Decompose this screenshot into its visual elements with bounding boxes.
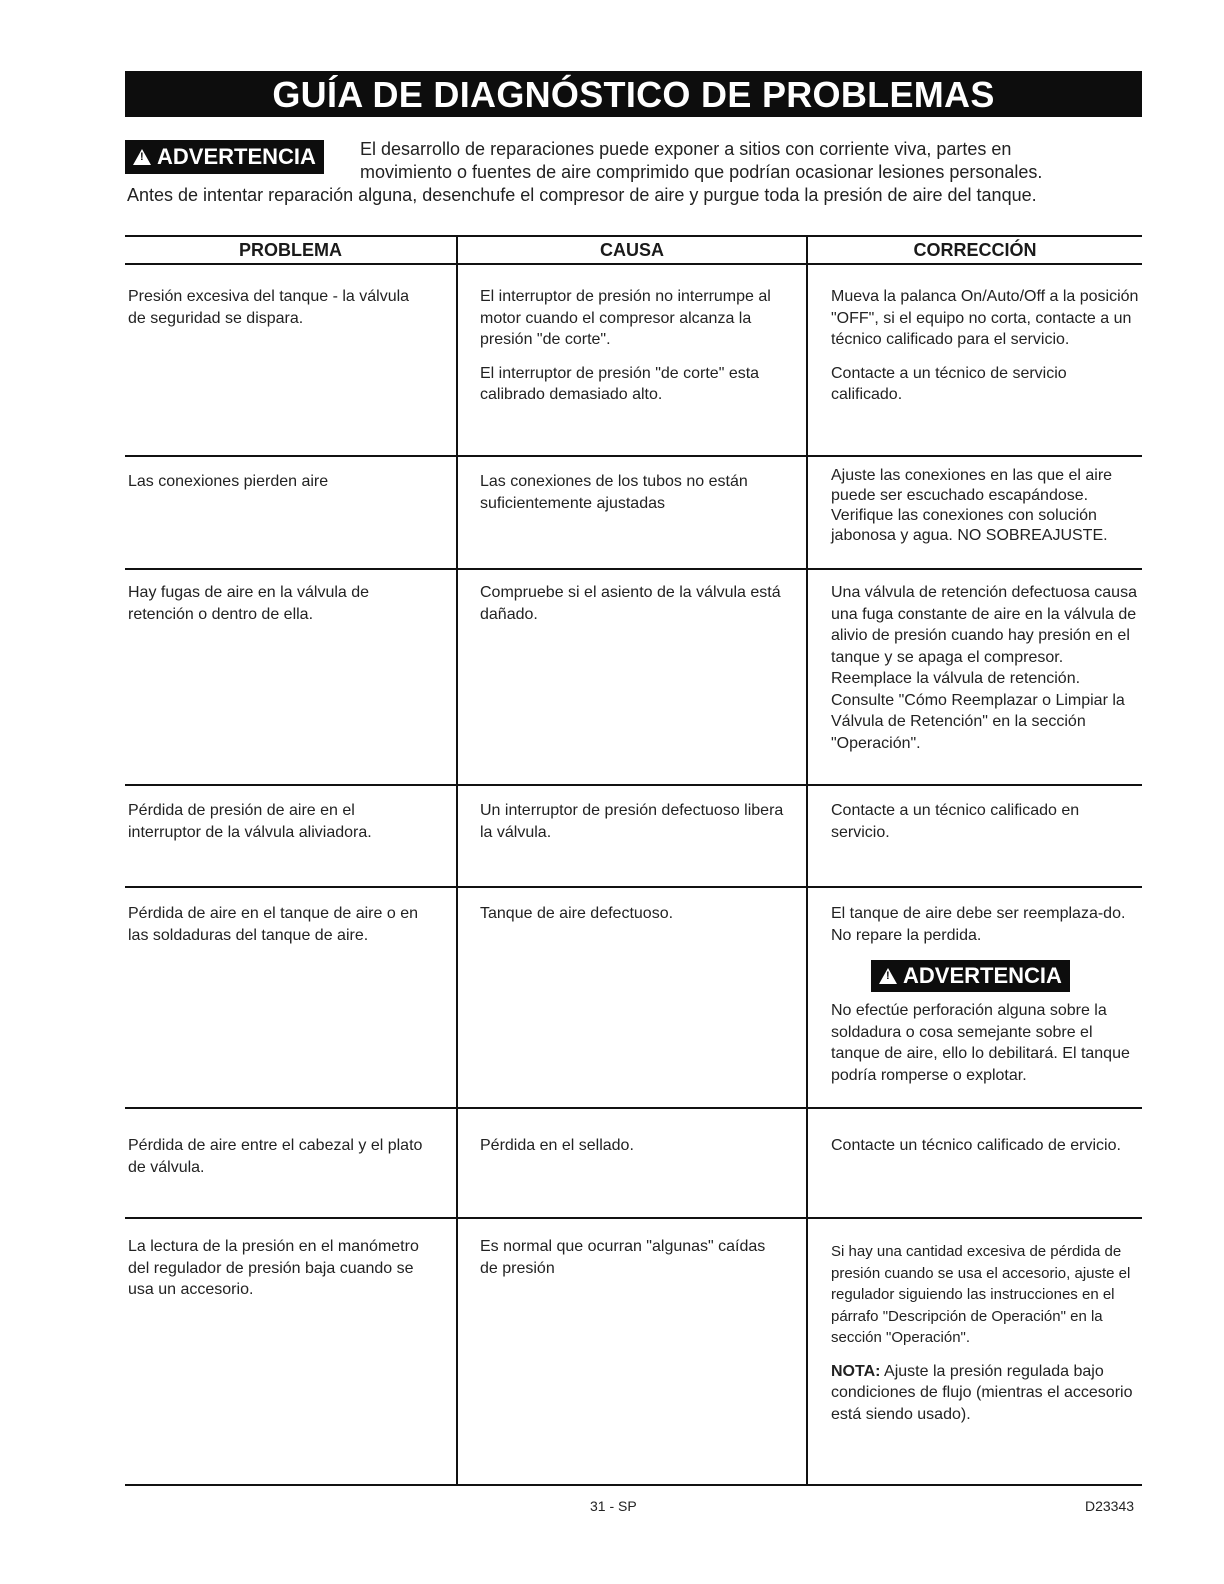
header-problema: PROBLEMA [239, 240, 342, 260]
nota-label: NOTA: [831, 1362, 881, 1380]
correction-cell: Una válvula de retención defectuosa causa una fuga constante de aire en la válvula de alivio de presión cuando hay presión en el tanque y se apaga el compresor. Reemplace la válvula de retención. Consulte "Cómo Reemplazar o Limpiar la Válvula de Retención" en la sección "Operación". [831, 584, 1137, 752]
problem-cell: Hay fugas de aire en la válvula de retención o dentro de ella. [128, 584, 370, 623]
page-number: 31 - SP [590, 1498, 637, 1514]
correction-text: El tanque de aire debe ser reemplaza-do. No repare la perdida. [831, 905, 1126, 944]
problem-cell: Pérdida de aire entre el cabezal y el plato de válvula. [128, 1137, 423, 1176]
cause-cell: Pérdida en el sellado. [480, 1137, 634, 1154]
table-top-rule [125, 235, 1142, 237]
warning-triangle-icon [133, 149, 151, 165]
correction-text: Mueva la palanca On/Auto/Off a la posición "OFF", si el equipo no corta, contacte a un técnico calificado para el servicio. [831, 288, 1139, 348]
table-header-rule [125, 263, 1142, 265]
page-title: GUÍA DE DIAGNÓSTICO DE PROBLEMAS [125, 71, 1142, 117]
cause-cell: Un interruptor de presión defectuoso libera la válvula. [480, 802, 784, 841]
cause-cell: Compruebe si el asiento de la válvula está dañado. [480, 584, 781, 623]
warning-label [125, 140, 324, 174]
cause-cell [480, 286, 780, 418]
table-bottom-rule [125, 1484, 1142, 1486]
problem-cell: Pérdida de presión de aire en el interruptor de la válvula aliviadora. [128, 802, 372, 841]
row-divider [125, 1107, 1142, 1109]
inline-warning-text: ADVERTENCIA [903, 963, 1062, 988]
correction-cell: Contacte un técnico calificado de ervicio. [831, 1137, 1121, 1154]
warning-description: No efectúe perforación alguna sobre la soldadura o cosa semejante sobre el tanque de aire, ello lo debilitará. El tanque podría romperse o explotar. [831, 1002, 1130, 1084]
column-divider [456, 235, 458, 1486]
cause-cell: Las conexiones de los tubos no están suficientemente ajustadas [480, 473, 748, 512]
warning-line-2: movimiento o fuentes de aire comprimido que podrían ocasionar lesiones personales. [360, 162, 1043, 182]
nota-text: Ajuste la presión regulada bajo condiciones de flujo (mientras el accesorio está siendo usado). [831, 1362, 1133, 1423]
warning-triangle-icon [879, 968, 897, 984]
problem-cell: Pérdida de aire en el tanque de aire o en las soldaduras del tanque de aire. [128, 905, 418, 944]
warning-label-text: ADVERTENCIA [157, 144, 316, 169]
correction-text: Contacte a un técnico de servicio calificado. [831, 364, 1067, 403]
cause-text: El interruptor de presión "de corte" esta calibrado demasiado alto. [480, 364, 760, 403]
cause-text: El interruptor de presión no interrumpe al motor cuando el compresor alcanza la presión "de corte". [480, 288, 771, 348]
header-correccion: CORRECCIÓN [913, 240, 1037, 260]
correction-cell [831, 903, 1136, 1098]
cause-cell: Tanque de aire defectuoso. [480, 905, 674, 922]
inline-warning-label [871, 960, 1070, 992]
row-divider [125, 568, 1142, 570]
correction-cell: Ajuste las conexiones en las que el aire puede ser escuchado escapándose. Verifique las conexiones con solución jabonosa y agua. NO SOBREAJUSTE. [831, 467, 1113, 544]
nota-paragraph [831, 1361, 1141, 1426]
warning-line-1: El desarrollo de reparaciones puede exponer a sitios con corriente viva, partes en [360, 139, 1012, 159]
warning-line-3: Antes de intentar reparación alguna, desenchufe el compresor de aire y purgue toda la presión de aire del tanque. [127, 185, 1037, 205]
column-divider [806, 235, 808, 1486]
document-code: D23343 [1085, 1498, 1135, 1514]
row-divider [125, 1217, 1142, 1219]
problem-cell: Las conexiones pierden aire [128, 473, 329, 490]
row-divider [125, 886, 1142, 888]
header-causa: CAUSA [599, 240, 664, 260]
problem-cell: Presión excesiva del tanque - la válvula de seguridad se dispara. [128, 288, 410, 327]
row-divider [125, 455, 1142, 457]
correction-cell [831, 1241, 1141, 1437]
correction-cell [831, 286, 1141, 418]
correction-text: Si hay una cantidad excesiva de pérdida de presión cuando se usa el accesorio, ajuste el regulador siguiendo las instrucciones en el párrafo "Descripción de Operación" en la sección "Operación". [831, 1243, 1131, 1346]
correction-cell: Contacte a un técnico calificado en servicio. [831, 802, 1080, 841]
row-divider [125, 784, 1142, 786]
cause-cell: Es normal que ocurran "algunas" caídas de presión [480, 1238, 766, 1277]
problem-cell: La lectura de la presión en el manómetro del regulador de presión baja cuando se usa un accesorio. [128, 1238, 419, 1298]
